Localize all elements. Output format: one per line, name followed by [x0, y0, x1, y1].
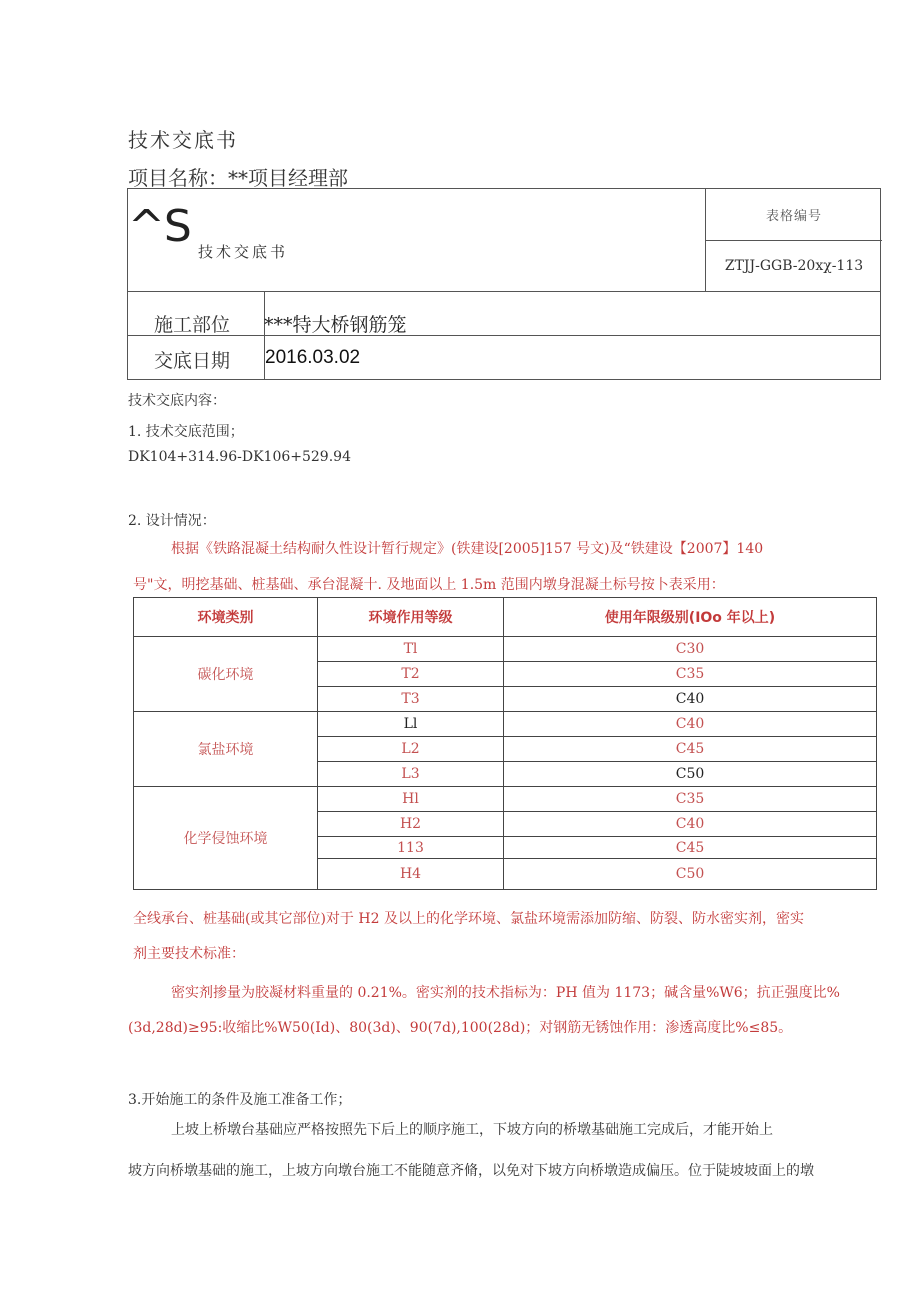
table-cell: C40	[504, 687, 877, 712]
after-table-line1: 全线承台、桩基础(或其它部位)对于 H2 及以上的化学环境、氯盐环境需添加防缩、防裂、防水密实剂，密实	[133, 911, 804, 927]
form-number-cell	[705, 189, 882, 291]
table-cell: T3	[318, 687, 504, 712]
table-cell: Ll	[318, 712, 504, 737]
table-header: 环境作用等级	[318, 598, 504, 637]
table-cell: H4	[318, 859, 504, 890]
table-header: 使用年限级别(IOo 年以上)	[504, 598, 877, 637]
table-row	[134, 712, 877, 737]
table-cell: C45	[504, 837, 877, 859]
table-cell: C40	[504, 812, 877, 837]
section3-line1: 上坡上桥墩台基础应严格按照先下后上的顺序施工，下坡方向的桥墩基础施工完成后，才能开始上	[171, 1122, 773, 1138]
section1-range: DK104+314.96-DK106+529.94	[128, 449, 351, 465]
section2-paragraph-line2: 号"文，明挖基础、桩基础、承台混凝十. 及地面以上 1.5m 范围内墩身混凝土标号按卜表采用：	[133, 577, 725, 593]
header-subtitle: 技术交底书	[198, 243, 289, 261]
environment-table	[133, 597, 877, 890]
form-number-value: ZTJJ-GGB-20xχ-113	[724, 258, 864, 274]
table-cell: C50	[504, 762, 877, 787]
table-cell: C40	[504, 712, 877, 737]
agent-spec-line2: (3d,28d)≥95:收缩比%W50(Id)、80(3d)、90(7d),100(28d)；对钢筋无锈蚀作用：渗透高度比%≤85。	[128, 1020, 793, 1036]
table-cell: C35	[504, 662, 877, 687]
section2-title: 2. 设计情况：	[128, 513, 216, 529]
table-cell: C35	[504, 787, 877, 812]
agent-spec-line1: 密实剂掺量为胶凝材料重量的 0.21%。密实剂的技术指标为：PH 值为 1173；碱含量%W6；抗正强度比%	[171, 985, 840, 1001]
info-row-location	[128, 291, 880, 336]
group-name: 化学侵蚀环境	[134, 787, 318, 890]
section2-paragraph-line1: 根据《铁路混凝土结构耐久性设计暂行规定》(铁建设[2005]157 号文)及“铁建设【2007】140	[171, 541, 764, 557]
table-cell: C45	[504, 737, 877, 762]
project-name: 项目名称：**项目经理部	[128, 166, 348, 190]
content-heading: 技术交底内容：	[128, 393, 226, 409]
table-cell: 113	[318, 837, 504, 859]
section1-title: 1. 技术交底范围；	[128, 424, 244, 440]
table-header: 环境类别	[134, 598, 318, 637]
date-value: 2016.03.02	[265, 347, 361, 368]
date-label: 交底日期	[154, 350, 231, 372]
table-cell: L2	[318, 737, 504, 762]
location-value: ***特大桥钢筋笼	[264, 314, 407, 336]
table-cell: C50	[504, 859, 877, 890]
after-table-line2: 剂主要技术标准：	[133, 946, 245, 962]
table-header-row	[134, 598, 877, 637]
header-box	[127, 188, 881, 292]
table-cell: T2	[318, 662, 504, 687]
document-title: 技术交底书	[128, 128, 238, 152]
info-box	[127, 291, 881, 380]
table-cell: L3	[318, 762, 504, 787]
table-cell: Tl	[318, 637, 504, 662]
group-name: 碳化环境	[134, 637, 318, 712]
group-name: 氯盐环境	[134, 712, 318, 787]
divider	[706, 240, 882, 241]
table-cell: H2	[318, 812, 504, 837]
section3-title: 3.开始施工的条件及施工准备工作；	[128, 1092, 352, 1108]
table-row	[134, 637, 877, 662]
table-row	[134, 787, 877, 812]
table-cell: Hl	[318, 787, 504, 812]
form-number-label: 表格编号	[765, 209, 822, 224]
location-label: 施工部位	[154, 314, 231, 336]
table-cell: C30	[504, 637, 877, 662]
company-logo: ^S	[128, 201, 191, 252]
section3-line2: 坡方向桥墩基础的施工，上坡方向墩台施工不能随意齐脩，以免对下坡方向桥墩造成偏压。位于陡坡坡面上的墩	[128, 1163, 814, 1179]
